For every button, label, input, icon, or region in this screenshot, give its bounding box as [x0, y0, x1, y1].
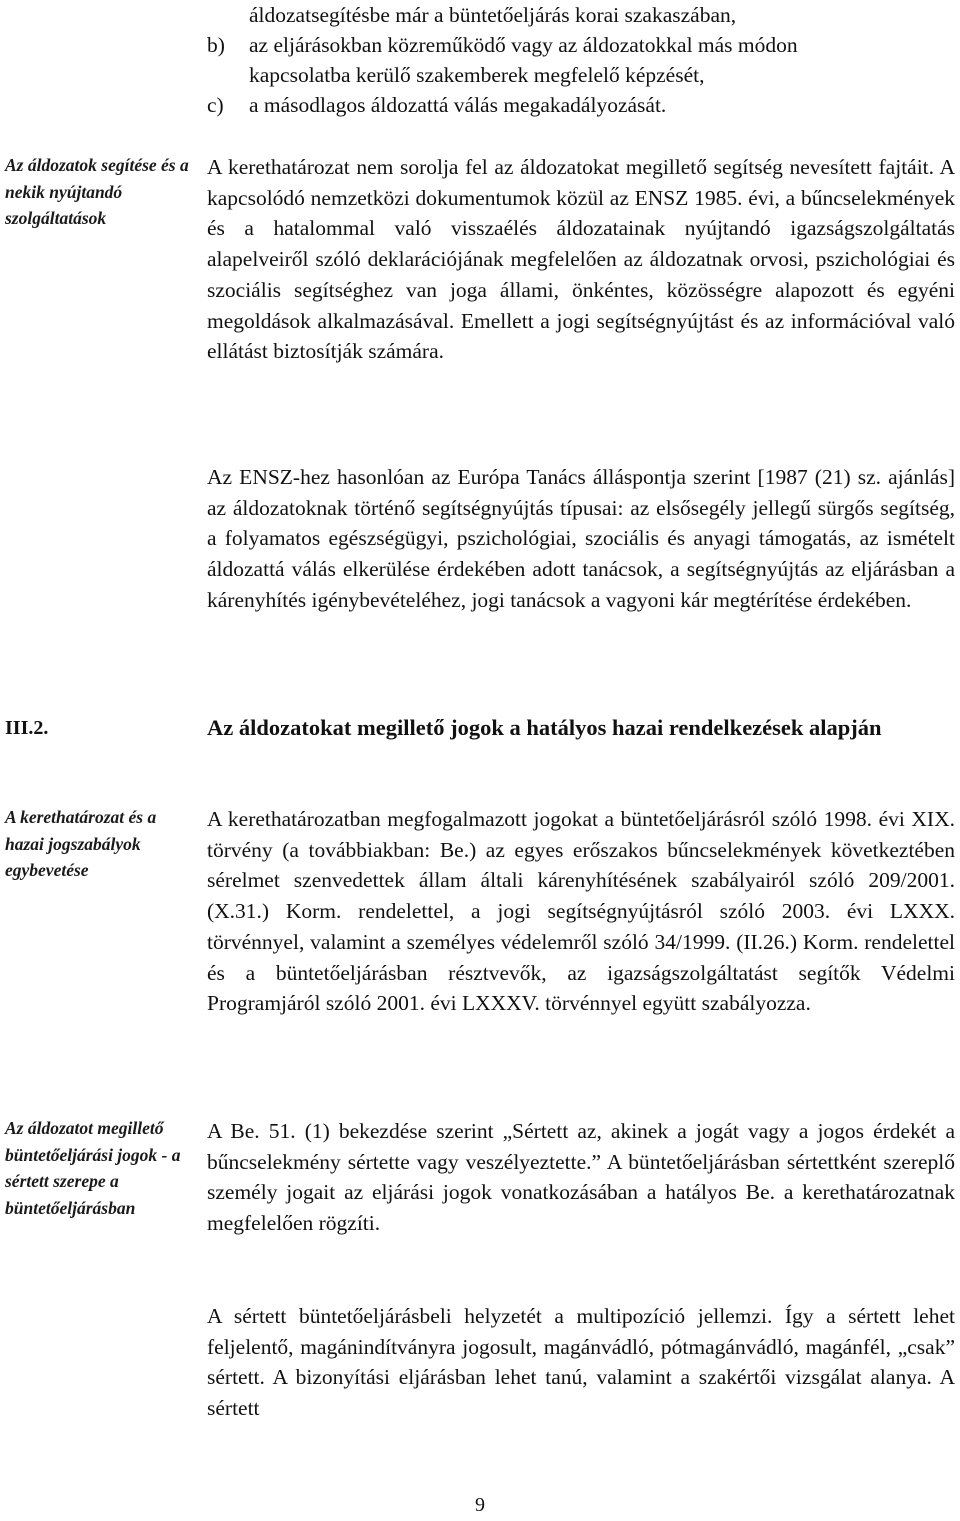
- list-item-line: a másodlagos áldozattá válás megakadályozását.: [249, 93, 667, 117]
- list-marker: c): [207, 93, 224, 117]
- list-item-line: kapcsolatba kerülő szakemberek megfelelő képzését,: [249, 63, 705, 87]
- margin-note-victim-rights: Az áldozatot megillető büntetőeljárási jogok - a sértett szerepe a büntetőeljárásban: [5, 1118, 181, 1218]
- continuation-list: [207, 0, 955, 120]
- list-item-line: az eljárásokban közreműködő vagy az áldozatokkal más módon: [249, 33, 798, 57]
- paragraph-multiposition: A sértett büntetőeljárásbeli helyzetét a multipozíció jellemzi. Így a sértett lehet feljelentő, magánindítványra jogosult, magánvádló, pótmagánvádló, magánfél, „csak” sértett. A bizonyítási eljárásban lehet tanú, valamint a szakértői vizsgálat alanya. A sértett: [207, 1304, 955, 1421]
- paragraph-be-51: A Be. 51. (1) bekezdése szerint „Sértett az, akinek a jogát vagy a jogos érdekét a bűncselekmény sértette vagy veszélyeztette.” A büntetőeljárásban sértettként szereplő személy jogait az eljárási jogok vonatkozásában a hatályos Be. a kerethatározatnak megfelelően rögzíti.: [207, 1119, 955, 1236]
- section-number: III.2.: [5, 717, 49, 739]
- list-item-c: [207, 90, 955, 120]
- section-heading: Az áldozatokat megillető jogok a hatályos hazai rendelkezések alapján: [207, 715, 882, 740]
- paragraph-framework-decision: A kerethatározat nem sorolja fel az áldozatokat megillető segítség nevesített fajtáit. A kapcsolódó nemzetközi dokumentumok közül az ENSZ 1985. évi, a bűncselekmények és a hatalommal való visszaélés áldozatainak nyújtandó igazságszolgáltatás alapelveiről szóló deklarációjának megfelelően az áldozatnak orvosi, pszichológiai és szociális segítséghez van joga állami, önkéntes, közösségre alapozott és egyéni megoldások alkalmazásával. Emellett a jogi segítségnyújtást és az információval való ellátást biztosítják számára.: [207, 155, 955, 364]
- paragraph-council-of-europe: Az ENSZ-hez hasonlóan az Európa Tanács álláspontja szerint [1987 (21) sz. ajánlás] az áldozatoknak történő segítségnyújtás típusai: az elsősegély jellegű sürgős segítség, a folyamatos egészségügyi, pszichológiai, szociális és anyagi támogatás, az ismételt áldozattá válás elkerülése érdekében adott tanácsok, a segítségnyújtás az eljárásban a kárenyhítés igénybevételéhez, jogi tanácsok a vagyoni kár megtérítése érdekében.: [207, 465, 955, 612]
- margin-note-victim-services: Az áldozatok segítése és a nekik nyújtandó szolgáltatások: [5, 155, 189, 228]
- margin-note-comparison: A kerethatározat és a hazai jogszabályok egybevetése: [5, 807, 157, 880]
- list-item-b: [207, 30, 955, 90]
- list-marker: b): [207, 33, 225, 57]
- continuation-first-line: áldozatsegítésbe már a büntetőeljárás korai szakaszában,: [249, 3, 737, 27]
- page-number: 9: [475, 1494, 485, 1516]
- paragraph-domestic-law: A kerethatározatban megfogalmazott jogokat a büntetőeljárásról szóló 1998. évi XIX. törvény (a továbbiakban: Be.) az egyes erőszakos bűncselekmények következtében sérelmet szenvedettek állam általi kárenyhítésének szabályairól szóló 209/2001. (X.31.) Korm. rendelettel, a jogi segítségnyújtásról szóló 2003. évi LXXX. törvénnyel, valamint a személyes védelemről szóló 34/1999. (II.26.) Korm. rendelettel és a büntetőeljárásban résztvevők, az igazságszolgáltatást segítők Védelmi Programjáról szóló 2001. évi LXXXV. törvénnyel együtt szabályozza.: [207, 807, 955, 1016]
